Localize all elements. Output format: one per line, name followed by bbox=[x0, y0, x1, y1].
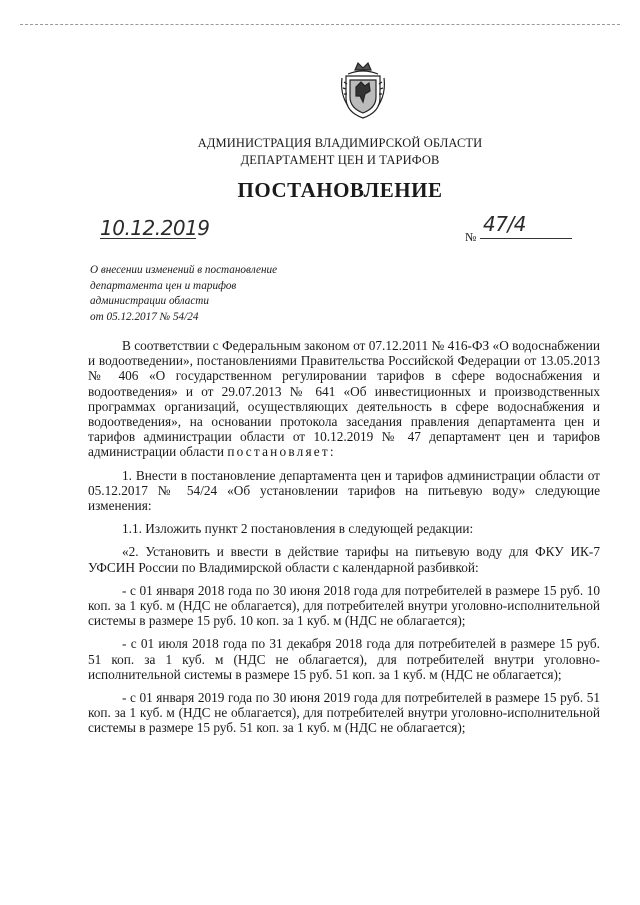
date-underline bbox=[100, 238, 196, 239]
tariff-period-paragraph: - с 01 января 2019 года по 30 июня 2019 года для потребителей в размере 15 руб. 51 коп. за 1 куб. м (НДС не облагается), для потребителей внутри уголовно-исполнительной системы в размере 15 руб. 51 коп. за 1 куб. м (НДС не облагается); bbox=[88, 690, 600, 736]
tariff-period-paragraph: - с 01 января 2018 года по 30 июня 2018 года для потребителей в размере 15 руб. 10 коп. за 1 куб. м (НДС не облагается), для потребителей внутри уголовно-исполнительной системы в размере 15 руб. 10 коп. за 1 куб. м (НДС не облагается); bbox=[88, 582, 600, 629]
preamble-text: В соответствии с Федеральным законом от 07.12.2011 № 416-ФЗ «О водоснабжении и водоотведении», постановлениями Правительства Российской Федерации от 13.05.2013 № 406 «О государственном регулировании тарифов в сфере водоснабжения и водоотведения» и от 29.07.2013 № 641 «Об инвестиционных и производственных программах организаций, осуществляющих деятельность в сфере водоснабжения и водоотведения», на основании протокола заседания правления департамента цен и тарифов администрации области от 10.12.2019 № 47 департамент цен и тарифов администрации области bbox=[88, 338, 600, 460]
number-underline bbox=[480, 238, 572, 239]
document-title: ПОСТАНОВЛЕНИЕ bbox=[237, 178, 443, 202]
number-sign: № bbox=[465, 230, 477, 244]
department-name: ДЕПАРТАМЕНТ ЦЕН И ТАРИФОВ bbox=[240, 153, 440, 167]
document-date: 10.12.2019 bbox=[100, 216, 210, 240]
document-body bbox=[88, 338, 600, 736]
coat-of-arms-icon bbox=[338, 60, 388, 122]
item-1-1-paragraph: 1.1. Изложить пункт 2 постановления в следующей редакции: bbox=[122, 521, 474, 537]
document-subject bbox=[90, 263, 330, 325]
scan-edge-line bbox=[20, 24, 620, 25]
item-1-paragraph: 1. Внести в постановление департамента цен и тарифов администрации области от 05.12.2017 № 54/24 «Об установлении тарифов на питьевую воду» следующие изменения: bbox=[88, 467, 600, 514]
organization-name: АДМИНИСТРАЦИЯ ВЛАДИМИРСКОЙ ОБЛАСТИ bbox=[197, 136, 483, 150]
preamble-paragraph bbox=[88, 338, 600, 460]
decree-word: постановляет: bbox=[227, 444, 336, 460]
subject-line: администрации области bbox=[90, 295, 209, 308]
subject-line: О внесении изменений в постановление bbox=[90, 264, 278, 276]
item-2-paragraph: «2. Установить и ввести в действие тарифы на питьевую воду для ФКУ ИК-7 УФСИН России по Владимирской области с календарной разбивкой: bbox=[88, 544, 600, 575]
tariff-period-paragraph: - с 01 июля 2018 года по 31 декабря 2018 года для потребителей в размере 15 руб. 51 коп. за 1 куб. м (НДС не облагается), для потребителей внутри уголовно-исполнительной системы в размере 15 руб. 51 коп. за 1 куб. м (НДС не облагается); bbox=[88, 636, 600, 682]
document-number: 47/4 bbox=[483, 212, 526, 236]
subject-line: департамента цен и тарифов bbox=[90, 279, 237, 292]
subject-line: от 05.12.2017 № 54/24 bbox=[90, 310, 199, 323]
